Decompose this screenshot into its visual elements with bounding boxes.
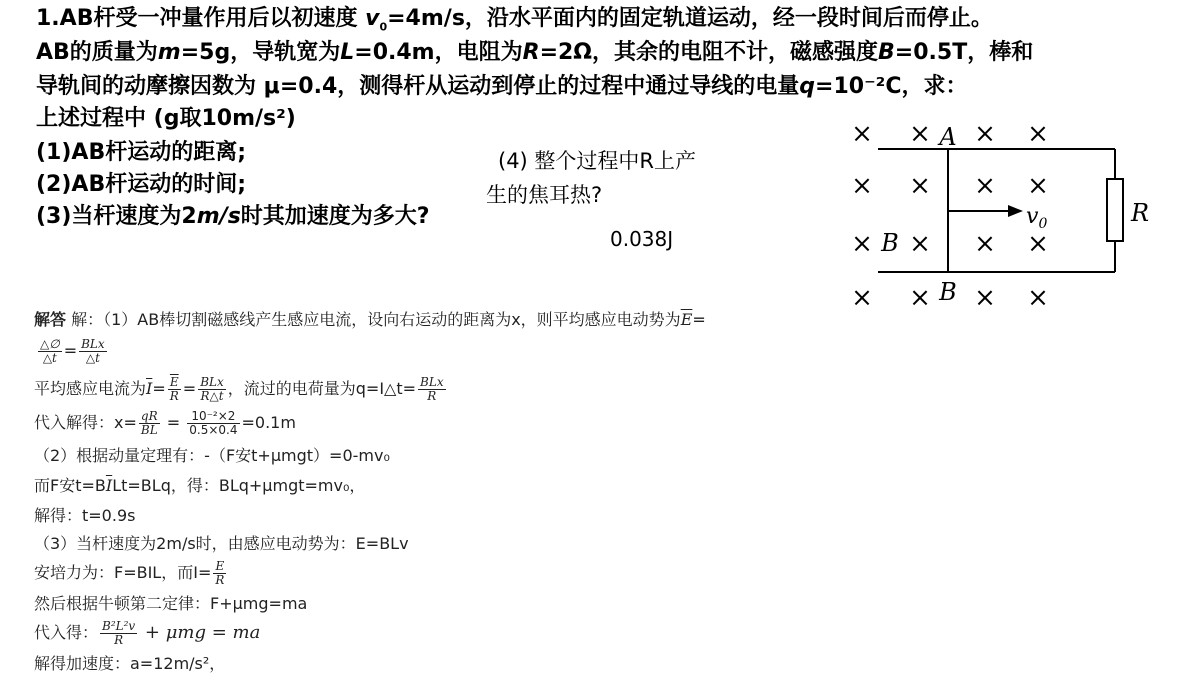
resistor-icon xyxy=(1107,179,1123,241)
field-cross-icon: × xyxy=(1027,119,1049,149)
field-cross-icon: × xyxy=(974,283,996,312)
var-v: v xyxy=(365,6,380,31)
question-text: =10⁻²C，求： xyxy=(815,74,968,99)
fraction: $\frac{\text{BLx}}{R}$ xyxy=(420,375,444,403)
question-text: =2Ω，其余的电阻不计，磁感强度 xyxy=(539,40,879,65)
unit: m/s xyxy=(196,204,241,229)
label-b-rod: B xyxy=(939,278,957,306)
question-line-4: 上述过程中 (g取10m/s²) xyxy=(36,106,296,131)
solution-line-4: 代入解得：x= $\frac{qR}{BL}$ = $\frac{\text{10⁻²×2}}{0.5\times 0.4}$ =0.1m xyxy=(34,409,296,437)
field-cross-icon: × xyxy=(974,229,996,259)
question-line-2 xyxy=(36,38,1033,68)
field-cross-icon: × xyxy=(909,171,931,201)
fraction: $\frac{\overline{E}}{R}$ xyxy=(169,375,179,403)
question-part-4-line-2: 生的焦耳热? xyxy=(486,183,603,207)
fraction: $\frac{\text{BLx}}{\triangle t}$ xyxy=(81,337,105,365)
field-cross-icon: × xyxy=(851,229,873,259)
field-cross-icon: × xyxy=(909,229,931,259)
math-e-bar: $\overline{E}$ xyxy=(680,310,693,329)
question-text: =5g，导轨宽为 xyxy=(180,40,341,65)
solution-line-1 xyxy=(34,310,706,330)
solution-line-5: （2）根据动量定理有：-（F安t+μmgt）=0-mv₀ xyxy=(34,446,390,465)
solution-line-10: 然后根据牛顿第二定律：F+μmg=ma xyxy=(34,594,308,613)
field-cross-icon: × xyxy=(974,119,996,149)
var-L: L xyxy=(340,40,355,65)
var-m: m xyxy=(157,40,181,65)
answer-part-4: 0.038J xyxy=(610,227,674,251)
question-part-1: (1)AB杆运动的距离; xyxy=(36,140,247,165)
label-b-field: B xyxy=(881,229,899,257)
question-text: =4m/s，沿水平面内的固定轨道运动，经一段时间后而停止。 xyxy=(387,6,993,31)
field-cross-icon: × xyxy=(851,119,873,149)
fraction: $\frac{qR}{BL}$ xyxy=(140,409,158,437)
question-line-1 xyxy=(36,4,993,42)
solution-line-7: 解得：t=0.9s xyxy=(34,506,136,525)
solution-text: = xyxy=(692,310,706,329)
solution-line-6: 而F安$t=B\overline{I}Lt=BLq$，得：BLq+μmgt=mv₀， xyxy=(34,476,366,495)
solution-line-11: 代入得： $\frac{\text{B²L²v}}{R}$ + μmg = ma xyxy=(34,619,261,647)
fraction: $\frac{\text{BLx}}{R\triangle t}$ xyxy=(200,375,224,403)
label-r: R xyxy=(1130,199,1150,227)
field-cross-icon: × xyxy=(1027,283,1049,312)
field-cross-icon: × xyxy=(851,171,873,201)
solution-heading: 解答 xyxy=(34,310,67,329)
var-B: B xyxy=(878,40,895,65)
fraction: $\frac{\text{B²L²v}}{R}$ xyxy=(102,619,136,647)
solution-line-12: 解得加速度：a=12m/s²， xyxy=(34,654,226,673)
field-cross-icon: × xyxy=(1027,171,1049,201)
var-v-sub: 0 xyxy=(379,20,388,34)
var-R: R xyxy=(522,40,540,65)
var-q: q xyxy=(799,74,816,99)
question-part-4-line-1: (4) 整个过程中R上产 xyxy=(498,149,697,173)
field-cross-icon: × xyxy=(851,283,873,312)
arrowhead-icon xyxy=(1008,205,1023,217)
label-a: A xyxy=(939,123,957,151)
label-v0: $v_0$ xyxy=(1026,204,1048,232)
question-part-3 xyxy=(36,202,430,232)
field-cross-icon: × xyxy=(974,171,996,201)
field-cross-icon: × xyxy=(1027,229,1049,259)
solution-line-3: 平均感应电流为$\overline{I}=$ $\frac{\overline{E}}{R}$ = $\frac{\text{BLx}}{R\triangle t}$ ，流过的电荷量为q=I△t= $\frac{\text{BLx}}{R}$ xyxy=(34,375,444,403)
question-text: =0.5T，棒和 xyxy=(894,40,1034,65)
question-text: AB的质量为 xyxy=(36,40,158,65)
circuit-diagram xyxy=(840,112,1170,312)
question-text: =0.4m，电阻为 xyxy=(354,40,523,65)
fraction: $\frac{\triangle\emptyset}{\triangle t}$ xyxy=(40,337,60,365)
fraction: $\frac{E}{R}$ xyxy=(215,559,225,587)
solution-line-8: （3）当杆速度为2m/s时，由感应电动势为：E=BLv xyxy=(34,534,409,553)
solution-line-9: 安培力为：F=BIL，而I= $\frac{E}{R}$ xyxy=(34,559,225,587)
question-part-2: (2)AB杆运动的时间; xyxy=(36,172,247,197)
solution-text: 解：（1）AB棒切割磁感线产生感应电流，设向右运动的距离为x，则平均感应电动势为 xyxy=(71,310,681,329)
solution-line-2: $\frac{\triangle\emptyset}{\triangle t}$ = $\frac{\text{BLx}}{\triangle t}$ xyxy=(40,337,105,365)
question-text: 导轨间的动摩擦因数为 μ=0.4，测得杆从运动到停止的过程中通过导线的电量 xyxy=(36,74,800,99)
field-cross-icon: × xyxy=(909,283,931,312)
question-text: 1.AB杆受一冲量作用后以初速度 xyxy=(36,6,366,31)
question-text: (3)当杆速度为2 xyxy=(36,204,197,229)
fraction: $\frac{\text{10⁻²×2}}{0.5\times 0.4}$ xyxy=(189,409,238,437)
field-cross-icon: × xyxy=(909,119,931,149)
question-text: 时其加速度为多大? xyxy=(240,204,430,229)
question-line-3 xyxy=(36,72,967,102)
